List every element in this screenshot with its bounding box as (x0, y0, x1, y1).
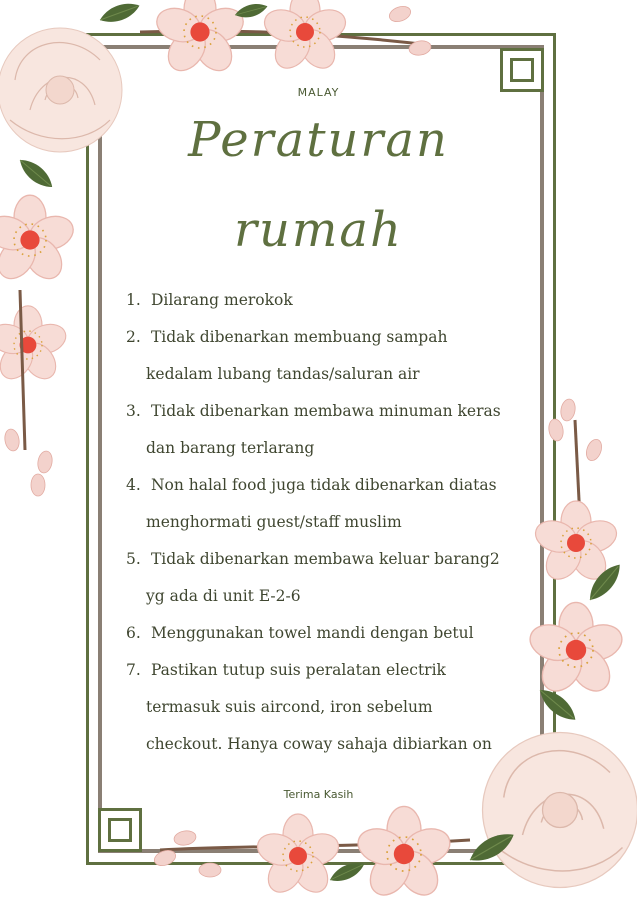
rule-item-6 (126, 615, 526, 652)
rule-item-5 (126, 541, 526, 578)
rule-item-4 (126, 467, 526, 504)
rule-item-3 (126, 393, 526, 430)
rule-text-continued: menghormati guest/staff muslim (146, 513, 402, 531)
title-line-2: rumah (234, 202, 403, 258)
rule-text-continued: dan barang terlarang (146, 439, 315, 457)
rule-number: 2. (126, 328, 141, 346)
house-rules-list (126, 282, 526, 763)
rule-number: 1. (126, 291, 141, 309)
rule-text-continued: termasuk suis aircond, iron sebelum (146, 698, 433, 716)
rule-text-continued: yg ada di unit E-2-6 (146, 587, 301, 605)
rule-text: Pastikan tutup suis peralatan electrik (150, 661, 446, 679)
rule-item-1 (126, 282, 526, 319)
rule-text: Tidak dibenarkan membuang sampah (150, 328, 448, 346)
rule-text: Tidak dibenarkan membawa minuman keras (150, 402, 501, 420)
rule-text: Tidak dibenarkan membawa keluar barang2 (150, 550, 500, 568)
thank-you-note: Terima Kasih (283, 788, 354, 801)
rule-number: 4. (126, 476, 141, 494)
rule-text: Non halal food juga tidak dibenarkan diatas (150, 476, 497, 494)
rule-number: 7. (126, 661, 141, 679)
rule-item-7 (126, 652, 526, 689)
rule-number: 3. (126, 402, 141, 420)
title-line-1: Peraturan (188, 112, 449, 168)
rule-text-continued: checkout. Hanya coway sahaja dibiarkan on (146, 735, 492, 753)
rule-item-2 (126, 319, 526, 356)
language-label: MALAY (297, 86, 340, 99)
rule-number: 5. (126, 550, 141, 568)
rule-text: Dilarang merokok (150, 291, 293, 309)
rule-text: Menggunakan towel mandi dengan betul (150, 624, 474, 642)
rule-text-continued: kedalam lubang tandas/saluran air (146, 365, 420, 383)
rule-number: 6. (126, 624, 141, 642)
